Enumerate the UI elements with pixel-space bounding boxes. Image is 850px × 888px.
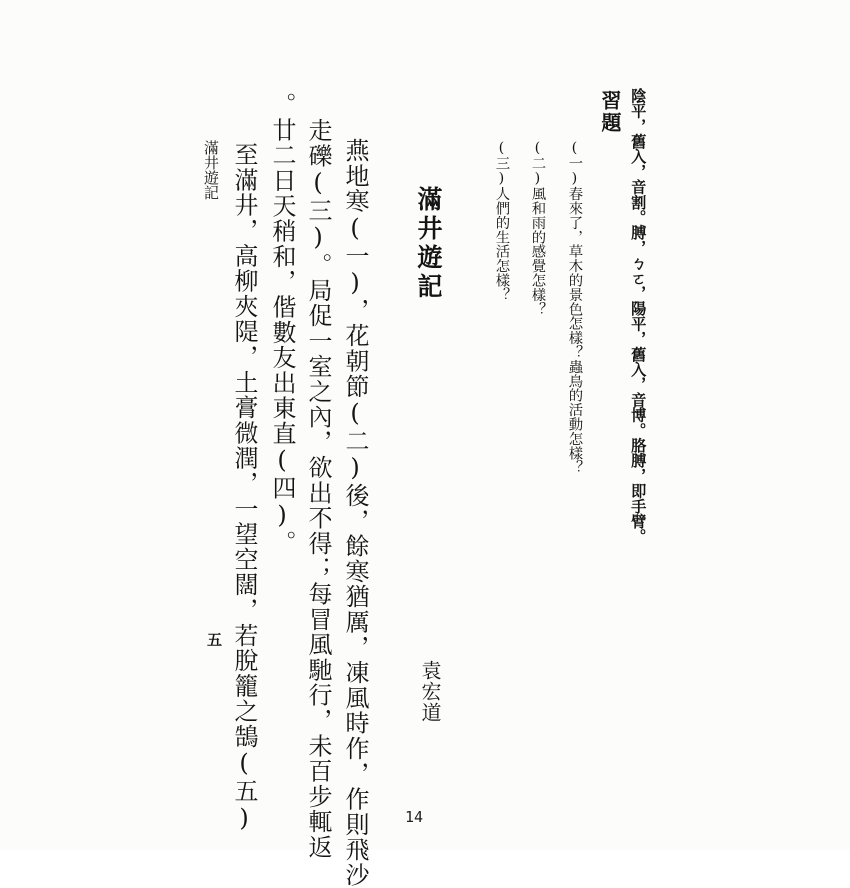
essay-title: 滿井遊記 <box>414 186 443 302</box>
essay-line-1: 燕地寒(一)，花朝節(二)後，餘寒猶厲，凍風時作，作則飛沙 <box>341 138 369 888</box>
essay-line-3: 。廿二日天稍和，偕數友出東直(四)。 <box>268 92 296 556</box>
folio-number: 五 <box>205 632 223 647</box>
exercise-question-1: (一)春來了，草木的景色怎樣？蟲鳥的活動怎樣？ <box>566 140 583 475</box>
essay-line-2: 走礫(三)。局促一室之內，欲出不得；每冒風馳行，未百步輒返 <box>304 118 332 860</box>
page-number: 14 <box>405 808 424 826</box>
exercises-heading: 習題 <box>598 90 622 134</box>
gloss-line: 陰平，舊入，音割。膊，ㄅㄛ，陽平，舊入，音博。胳膊，即手臂。 <box>629 88 648 544</box>
exercise-question-3: (三)人們的生活怎樣？ <box>493 140 510 302</box>
running-head: 滿井遊記 <box>202 140 220 200</box>
exercise-question-2: (二)風和雨的感覺怎樣？ <box>529 140 546 316</box>
essay-author: 袁宏道 <box>418 660 442 723</box>
essay-line-4: 至滿井，高柳夾隄，土膏微潤，一望空闊，若脫籠之鵠(五) <box>230 142 258 834</box>
